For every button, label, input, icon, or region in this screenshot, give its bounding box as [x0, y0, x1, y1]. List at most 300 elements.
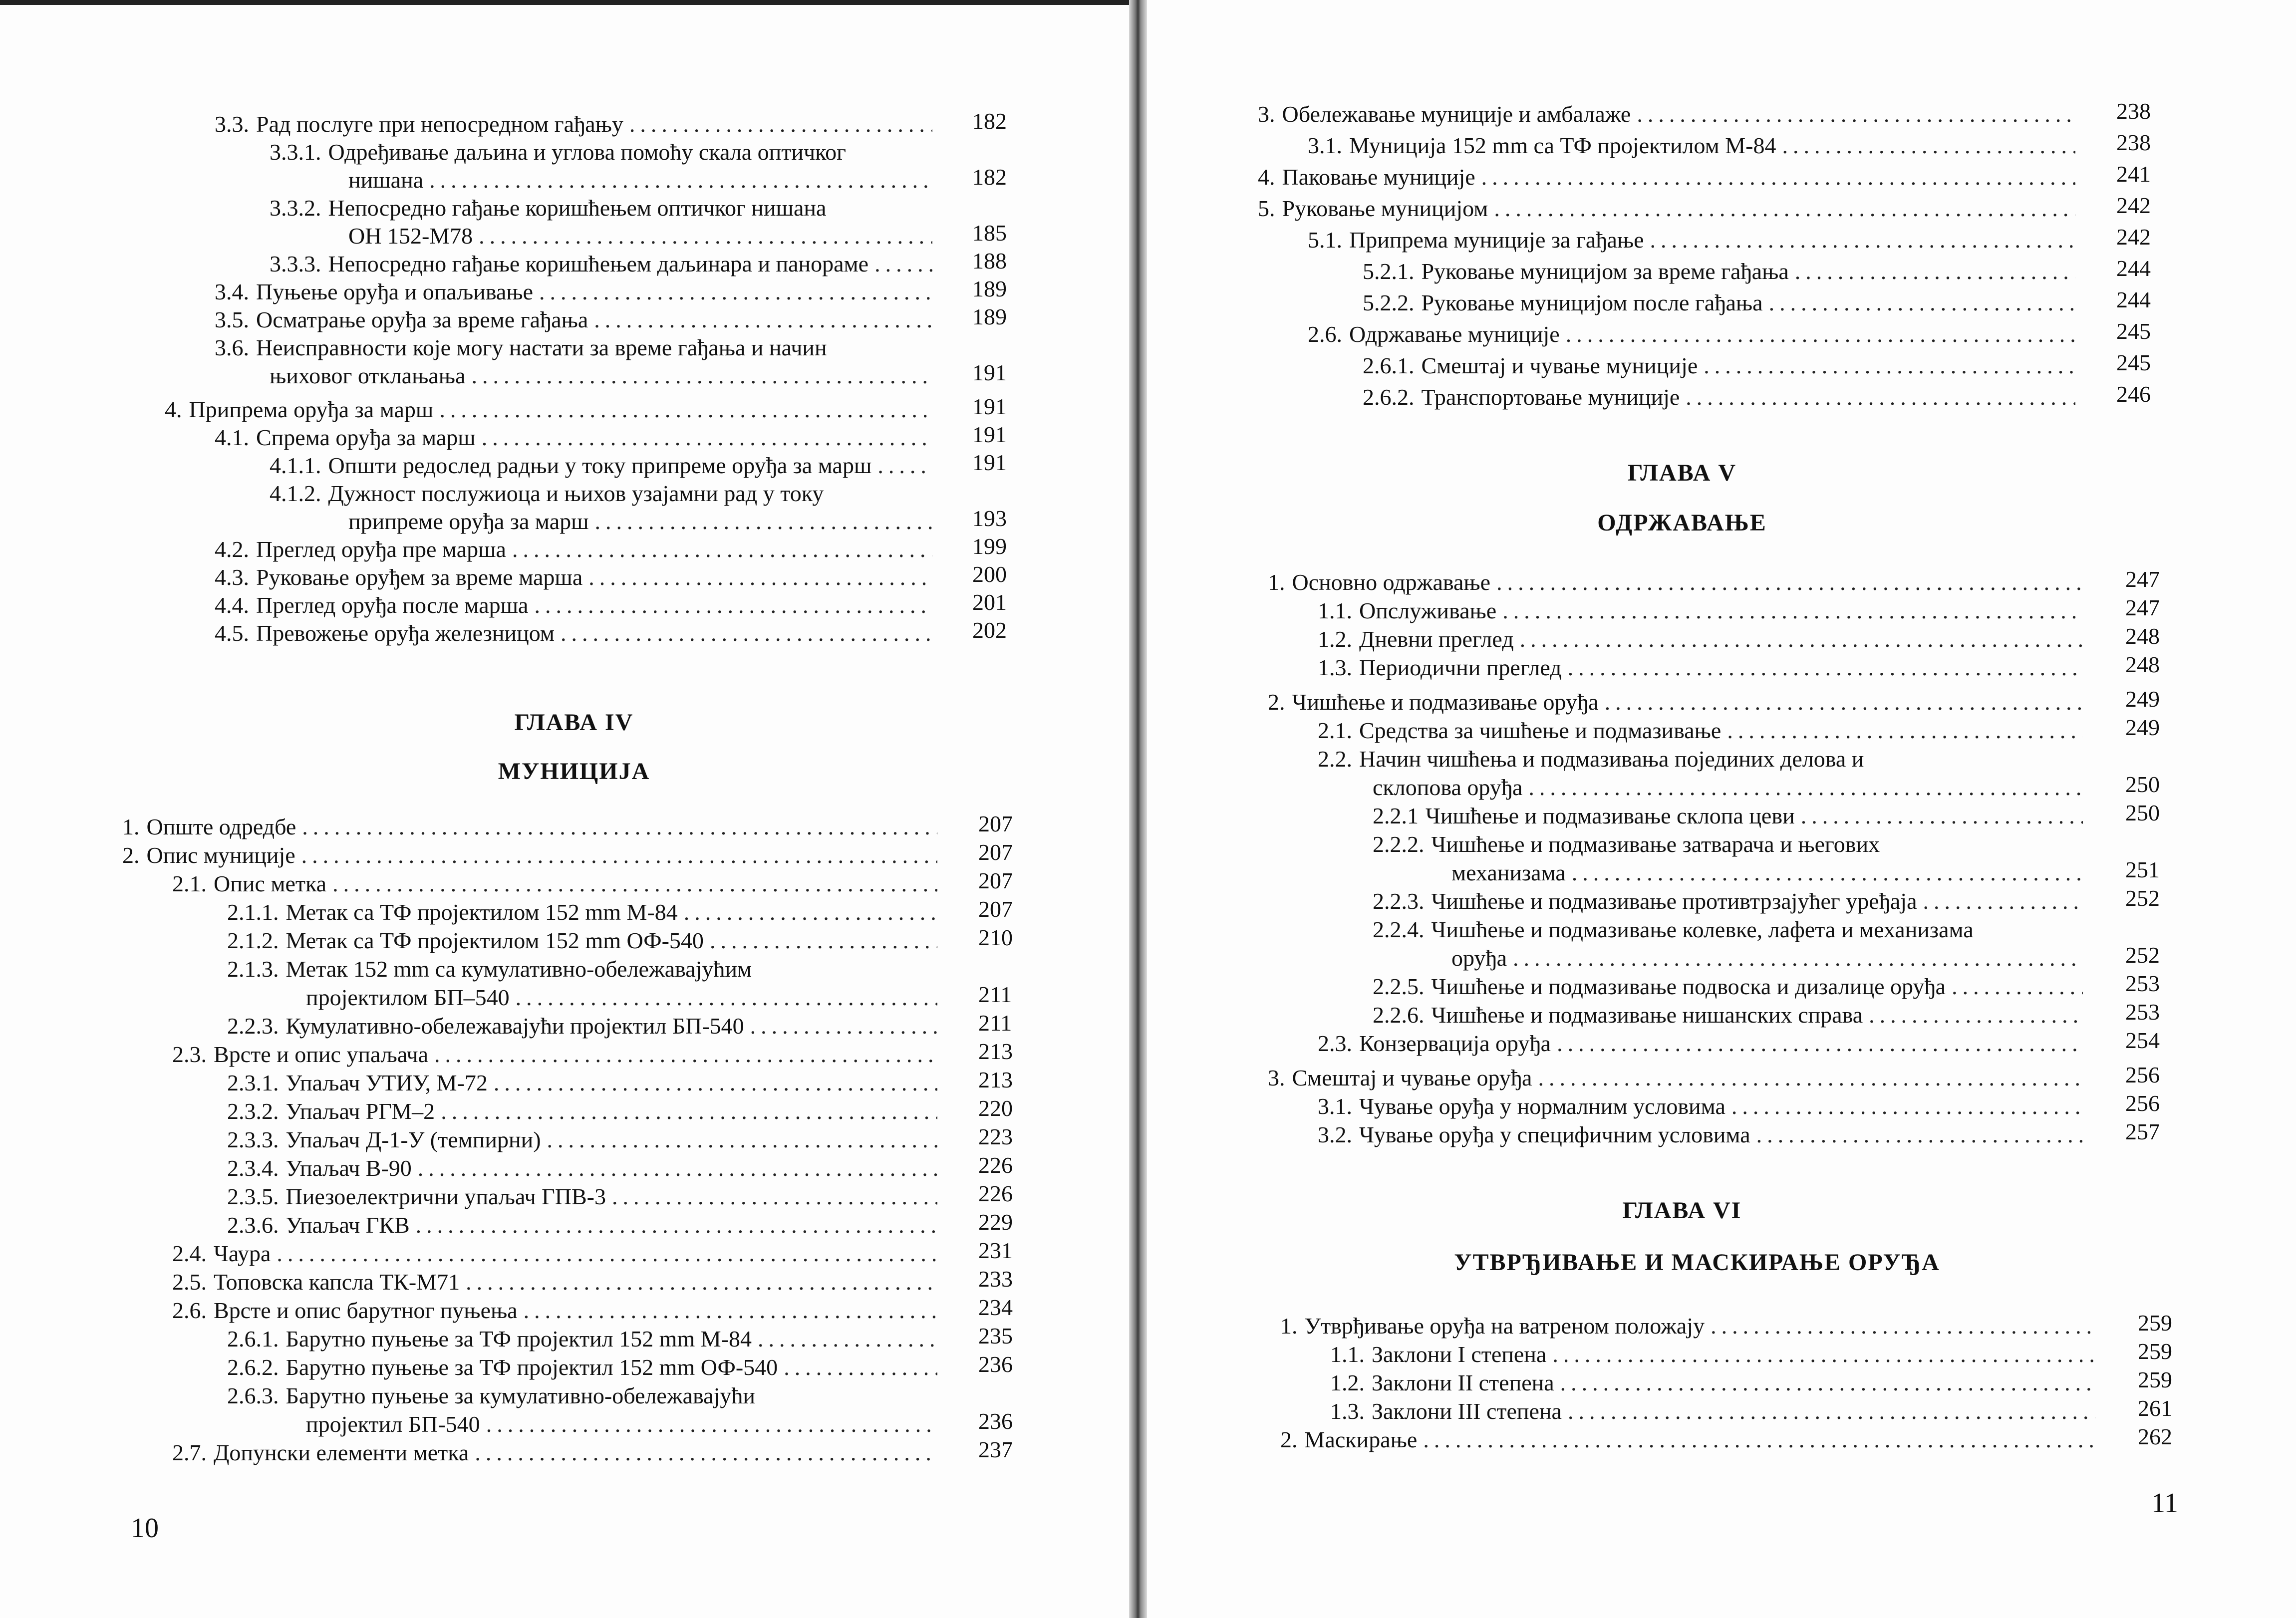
leader-dots	[684, 899, 937, 926]
toc-entry-title: Руковање муницијом за време гађања	[1421, 259, 1789, 284]
leader-dots	[1552, 1341, 2095, 1368]
toc-entry-title: Опис метка	[214, 871, 327, 896]
toc-entry-number: 4.5.	[215, 620, 249, 646]
toc-entry	[227, 1070, 943, 1096]
toc-page-ref: 236	[978, 1408, 1013, 1434]
leader-dots	[1566, 321, 2075, 348]
toc-entry	[227, 1354, 943, 1381]
toc-entry-number: 1.	[1280, 1313, 1298, 1339]
toc-entry	[1258, 164, 2081, 191]
toc-entry	[1308, 321, 2081, 348]
leader-dots	[1423, 1426, 2095, 1453]
toc-entry-number: 4.3.	[215, 564, 249, 590]
toc-page-ref: 188	[972, 248, 1007, 273]
leader-dots	[332, 870, 937, 897]
toc-entry-title: Припрема оруђа за марш	[189, 397, 434, 422]
toc-entry	[1280, 1426, 2101, 1453]
toc-entry-title: Барутно пуњење за ТФ пројектил 152 mm ОФ-540	[286, 1354, 778, 1380]
toc-entry-title: Смештај и чување оруђа	[1292, 1065, 1532, 1090]
toc-entry-title: Топовска капсла ТК-М71	[214, 1269, 460, 1295]
toc-page-ref: 259	[2138, 1367, 2172, 1392]
toc-entry-title: Неисправности које могу настати за време гађања и начин	[256, 335, 827, 360]
leader-dots	[1869, 1002, 2083, 1029]
toc-entry-number: 1.1.	[1330, 1342, 1365, 1367]
toc-entry	[1318, 654, 2089, 681]
toc-entry	[1258, 101, 2081, 128]
toc-entry-title: Осматрање оруђа за време гађања	[256, 307, 588, 332]
toc-page-ref: 253	[2125, 999, 2160, 1025]
toc-entry-number: 2.3.3.	[227, 1127, 279, 1152]
toc-entry-number: 3.	[1258, 101, 1275, 127]
toc-entry-title: Чишћење и подмазивање подвоска и дизалице оруђа	[1431, 974, 1946, 999]
toc-entry-number: 4.1.2.	[270, 481, 321, 506]
chapter-vi-label: ГЛАВА VI	[1622, 1197, 1742, 1224]
leader-dots	[1769, 289, 2075, 316]
toc-entry-number: 3.1.	[1318, 1093, 1352, 1119]
toc-entry-number: 2.	[1280, 1427, 1298, 1452]
toc-entry-number: 2.2.2.	[1373, 831, 1425, 857]
toc-entry-title: Одређивање даљина и углова помоћу скала оптичког	[328, 139, 846, 165]
toc-entry-number: 2.2.1	[1373, 803, 1419, 828]
toc-entry-number: 2.1.3.	[227, 956, 279, 982]
leader-dots	[1795, 258, 2075, 285]
toc-entry	[227, 1212, 943, 1239]
toc-page-ref: 191	[972, 394, 1007, 419]
toc-page-ref: 249	[2125, 715, 2160, 740]
toc-page-ref: 257	[2125, 1119, 2160, 1144]
toc-entry-number: 2.2.5.	[1373, 974, 1425, 999]
toc-page-ref: 223	[978, 1124, 1013, 1149]
toc-entry-title: Заклони III степена	[1372, 1398, 1562, 1424]
toc-entry-continuation	[306, 1411, 943, 1438]
toc-entry-continuation	[348, 223, 938, 250]
toc-entry-number: 2.6.1.	[1363, 353, 1415, 378]
leader-dots	[1494, 195, 2075, 222]
toc-entry-title: Пиезоелектрични упаљач ГПВ-3	[286, 1184, 606, 1209]
toc-entry-title: Чување оруђа у нормалним условима	[1359, 1093, 1725, 1119]
toc-entry-continuation	[1451, 859, 2089, 886]
leader-dots	[710, 927, 937, 954]
toc-entry-number: 3.4.	[215, 279, 249, 304]
toc-entry-title: Обележавање муниције и амбалаже	[1282, 101, 1631, 127]
toc-page-ref: 249	[2125, 686, 2160, 712]
leader-dots	[1513, 945, 2083, 972]
toc-entry-title: Чување оруђа у специфичним условима	[1359, 1122, 1750, 1147]
leader-dots	[758, 1326, 937, 1352]
toc-entry	[1308, 227, 2081, 254]
toc-entry	[172, 1439, 943, 1466]
leader-dots	[1496, 569, 2083, 596]
leader-dots	[1650, 227, 2075, 254]
leader-dots	[524, 1297, 937, 1324]
leader-dots	[1727, 717, 2083, 744]
toc-entry-title: Транспортовање муниције	[1421, 384, 1680, 410]
leader-dots	[439, 396, 932, 423]
toc-entry-number: 3.1.	[1308, 133, 1342, 158]
toc-page-ref: 252	[2125, 885, 2160, 911]
toc-entry-number: 5.	[1258, 196, 1275, 221]
toc-entry	[270, 251, 938, 277]
toc-page-ref: 237	[978, 1437, 1013, 1462]
toc-entry	[1330, 1369, 2101, 1396]
toc-page-ref: 191	[972, 422, 1007, 447]
toc-entry-title: Општи редослед радњи у току припреме оруђа за марш	[328, 453, 872, 478]
toc-entry	[1268, 1065, 2089, 1091]
toc-page-ref: 248	[2125, 652, 2160, 677]
toc-entry-title: Рад послуге при непосредном гађању	[256, 111, 623, 137]
toc-entry	[1373, 973, 2089, 1000]
toc-page-ref: 200	[972, 561, 1007, 587]
toc-page-ref: 236	[978, 1351, 1013, 1377]
leader-dots	[1557, 1030, 2083, 1057]
toc-page-ref: 250	[2125, 772, 2160, 797]
leader-dots	[277, 1240, 937, 1267]
toc-entry-number: 1.3.	[1318, 655, 1352, 680]
toc-entry-number: 2.1.	[172, 871, 207, 896]
toc-entry-number: 1.3.	[1330, 1398, 1365, 1424]
toc-entry-title: Преглед оруђа после марша	[256, 592, 529, 618]
toc-entry	[227, 1326, 943, 1352]
leader-dots	[1481, 164, 2075, 191]
toc-page-ref: 226	[978, 1152, 1013, 1178]
toc-entry-number: 3.	[1268, 1065, 1285, 1090]
toc-entry-title: Допунски елементи метка	[214, 1440, 469, 1465]
toc-entry-number: 2.6.3.	[227, 1383, 279, 1408]
toc-entry-number: 2.1.	[1318, 718, 1352, 743]
toc-entry-title: Начин чишћења и подмазивања појединих делова и	[1359, 746, 1864, 772]
toc-page-ref: 261	[2138, 1395, 2172, 1421]
leader-dots	[301, 842, 937, 869]
toc-page-ref: 201	[972, 589, 1007, 615]
toc-entry-number: 4.	[165, 397, 182, 422]
toc-entry-title: Чишћење и подмазивање колевке, лафета и механизама	[1431, 917, 1974, 942]
toc-page-ref: 259	[2138, 1310, 2172, 1336]
toc-entry-number: 2.3.5.	[227, 1184, 279, 1209]
toc-entry	[1330, 1341, 2101, 1368]
toc-entry-number: 3.5.	[215, 307, 249, 332]
toc-page-ref: 252	[2125, 942, 2160, 968]
toc-entry-number: 2.	[122, 842, 140, 868]
toc-entry-title: Метак са ТФ пројектилом 152 mm ОФ-540	[286, 928, 704, 953]
leader-dots	[629, 111, 932, 138]
toc-entry-number: 3.3.2.	[270, 195, 321, 221]
toc-entry-number: 2.2.3.	[1373, 888, 1425, 914]
leader-dots	[547, 1126, 937, 1153]
toc-entry	[215, 111, 938, 138]
leader-dots	[561, 620, 932, 647]
toc-entry-title: Чишћење и подмазивање нишанских справа	[1431, 1002, 1863, 1028]
toc-entry-title: Пуњење оруђа и опаљивање	[256, 279, 534, 304]
toc-entry-number: 2.2.6.	[1373, 1002, 1425, 1028]
toc-entry	[1318, 597, 2089, 624]
toc-entry	[1373, 831, 2089, 858]
leader-dots	[1568, 654, 2083, 681]
toc-entry	[1363, 352, 2081, 379]
toc-entry-title: Барутно пуњење за ТФ пројектил 152 mm М-84	[286, 1326, 752, 1351]
toc-entry-title-cont: пројектилом БП–540	[306, 985, 510, 1010]
leader-dots	[594, 306, 932, 333]
toc-entry-title: Смештај и чување муниције	[1421, 353, 1698, 378]
toc-entry	[215, 620, 938, 647]
toc-page-ref: 242	[2116, 193, 2151, 218]
toc-entry	[215, 278, 938, 305]
toc-entry-number: 2.6.2.	[227, 1354, 279, 1380]
toc-entry	[270, 139, 938, 166]
toc-entry	[215, 306, 938, 333]
toc-entry-number: 2.3.4.	[227, 1155, 279, 1181]
toc-page-ref: 250	[2125, 800, 2160, 825]
toc-entry	[1318, 717, 2089, 744]
toc-page-ref: 248	[2125, 623, 2160, 649]
toc-entry	[172, 870, 943, 897]
toc-page-ref: 233	[978, 1266, 1013, 1292]
toc-page-ref: 182	[972, 164, 1007, 190]
leader-dots	[429, 167, 932, 194]
toc-entry-title: Упаљач В-90	[286, 1155, 412, 1181]
toc-page-ref: 256	[2125, 1090, 2160, 1116]
toc-entry-title: Преглед оруђа пре марша	[256, 537, 506, 562]
chapter-iv-label: ГЛАВА IV	[514, 709, 634, 736]
toc-entry	[227, 927, 943, 954]
toc-entry-title: Заклони II степена	[1372, 1370, 1554, 1395]
toc-entry	[1363, 258, 2081, 285]
toc-entry-number: 2.	[1268, 689, 1285, 715]
toc-entry-number: 2.5.	[172, 1269, 207, 1295]
toc-entry	[172, 1041, 943, 1068]
toc-page-ref: 259	[2138, 1339, 2172, 1364]
toc-page-ref: 256	[2125, 1062, 2160, 1087]
toc-page-ref: 234	[978, 1295, 1013, 1320]
toc-entry-title: Опслуживање	[1359, 598, 1497, 623]
toc-entry-title: Врсте и опис упаљача	[214, 1042, 428, 1067]
toc-entry	[215, 592, 938, 619]
toc-page-ref: 244	[2116, 287, 2151, 312]
toc-entry-title: Паковање муниције	[1282, 164, 1475, 190]
toc-entry-title: Непосредно гађање коришћењем оптичког нишана	[328, 195, 827, 221]
leader-dots	[874, 251, 932, 277]
toc-entry-title: Упаљач Д-1-У (темпирни)	[286, 1127, 541, 1152]
toc-entry	[227, 1013, 943, 1040]
toc-entry-title: Основно одржавање	[1292, 569, 1491, 595]
leader-dots	[441, 1098, 937, 1125]
toc-entry-number: 2.6.1.	[227, 1326, 279, 1351]
toc-page-ref: 262	[2138, 1424, 2172, 1449]
toc-entry-title-cont: оруђа	[1451, 945, 1507, 971]
toc-entry-continuation	[1373, 774, 2089, 801]
toc-entry-number: 4.1.1.	[270, 453, 321, 478]
toc-entry-title-cont: склопова оруђа	[1373, 775, 1523, 800]
toc-entry-number: 2.1.2.	[227, 928, 279, 953]
toc-entry	[1363, 289, 2081, 316]
toc-entry-number: 2.2.3.	[227, 1013, 279, 1039]
toc-entry	[227, 1382, 943, 1409]
leader-dots	[1686, 384, 2075, 411]
leader-dots	[1923, 888, 2083, 915]
leader-dots	[416, 1212, 937, 1239]
leader-dots	[418, 1155, 937, 1182]
toc-entry-title: Чишћење и подмазивање склопа цеви	[1426, 803, 1795, 828]
toc-entry-number: 2.3.2.	[227, 1098, 279, 1124]
toc-entry	[215, 536, 938, 563]
toc-entry-number: 2.3.6.	[227, 1212, 279, 1238]
leader-dots	[750, 1013, 937, 1040]
toc-page-ref: 182	[972, 108, 1007, 134]
toc-entry-number: 1.2.	[1318, 626, 1352, 652]
toc-entry	[172, 1297, 943, 1324]
page-top-edge	[0, 0, 1129, 5]
toc-entry-title: Периодични преглед	[1359, 655, 1562, 680]
toc-entry	[1373, 803, 2089, 829]
toc-entry	[270, 195, 938, 222]
page-number-left: 10	[131, 1513, 159, 1544]
toc-entry	[122, 842, 943, 869]
toc-entry	[1318, 1030, 2089, 1057]
toc-entry	[1308, 132, 2081, 159]
toc-entry-number: 4.	[1258, 164, 1275, 190]
leader-dots	[539, 278, 932, 305]
toc-entry-number: 3.3.	[215, 111, 249, 137]
toc-page-ref: 238	[2116, 130, 2151, 155]
leader-dots	[516, 984, 937, 1011]
leader-dots	[1528, 774, 2083, 801]
toc-entry-number: 2.7.	[172, 1440, 207, 1465]
toc-entry-title: Маскирање	[1304, 1427, 1418, 1452]
toc-entry-title: Упаљач РГМ–2	[286, 1098, 435, 1124]
leader-dots	[466, 1269, 937, 1296]
toc-entry-title: Упаљач ГКВ	[286, 1212, 410, 1238]
toc-entry-number: 2.4.	[172, 1241, 207, 1266]
toc-page-ref: 185	[972, 220, 1007, 246]
toc-page-ref: 246	[2116, 381, 2151, 407]
toc-entry-number: 3.6.	[215, 335, 249, 360]
toc-entry	[1373, 1002, 2089, 1029]
leader-dots	[1782, 132, 2076, 159]
leader-dots	[534, 592, 932, 619]
toc-entry-title-cont: нишана	[348, 167, 424, 193]
toc-page-ref: 189	[972, 276, 1007, 301]
toc-entry	[1373, 916, 2089, 943]
toc-entry-number: 1.2.	[1330, 1370, 1365, 1395]
leader-dots	[1605, 689, 2083, 716]
toc-entry-number: 2.6.	[172, 1298, 207, 1323]
toc-entry	[215, 564, 938, 591]
toc-page-ref: 213	[978, 1067, 1013, 1092]
toc-entry-title: Спрема оруђа за марш	[256, 425, 476, 450]
leader-dots	[486, 1411, 937, 1438]
toc-entry	[1318, 626, 2089, 653]
toc-entry-title: Руковање муницијом после гађања	[1421, 290, 1763, 315]
toc-entry-title: Дужност послужиоца и њихов узајамни рад у току	[328, 481, 824, 506]
toc-entry	[227, 1098, 943, 1125]
toc-page-ref: 244	[2116, 256, 2151, 281]
leader-dots	[1538, 1065, 2083, 1091]
toc-entry	[1268, 569, 2089, 596]
leader-dots	[612, 1183, 937, 1210]
toc-entry-title: Чишћење и подмазивање противтрзајућег уређаја	[1431, 888, 1917, 914]
leader-dots	[588, 564, 932, 591]
leader-dots	[1572, 859, 2083, 886]
toc-page-ref: 226	[978, 1181, 1013, 1206]
leader-dots	[1502, 597, 2083, 624]
chapter-v-label: ГЛАВА V	[1627, 460, 1737, 486]
toc-entry	[270, 452, 938, 479]
toc-entry	[1373, 888, 2089, 915]
toc-entry-number: 2.3.	[172, 1042, 207, 1067]
toc-entry-number: 5.2.2.	[1363, 290, 1415, 315]
toc-entry	[215, 424, 938, 451]
toc-entry-title-cont: ОН 152-М78	[348, 223, 473, 249]
toc-page-ref: 189	[972, 304, 1007, 329]
toc-page-ref: 199	[972, 534, 1007, 559]
toc-entry-number: 4.2.	[215, 537, 249, 562]
toc-page-ref: 211	[978, 982, 1012, 1007]
toc-entry-number: 4.1.	[215, 425, 249, 450]
toc-entry	[227, 1183, 943, 1210]
leader-dots	[1520, 626, 2083, 653]
toc-entry	[1330, 1398, 2101, 1425]
toc-entry	[227, 1155, 943, 1182]
toc-entry-title: Муниција 152 mm са ТФ пројектилом М-84	[1349, 133, 1776, 158]
toc-page-ref: 231	[978, 1238, 1013, 1263]
toc-page-ref: 207	[978, 839, 1013, 865]
toc-page-ref: 229	[978, 1209, 1013, 1235]
toc-entry	[1318, 1093, 2089, 1120]
toc-entry-title: Руковање оруђем за време марша	[256, 564, 583, 590]
toc-entry	[172, 1269, 943, 1296]
leader-dots	[434, 1041, 937, 1068]
toc-entry-continuation	[270, 362, 938, 389]
leader-dots	[471, 362, 932, 389]
toc-entry-title: Одржавање муниције	[1349, 321, 1560, 347]
toc-entry-title: Превожење оруђа железницом	[256, 620, 555, 646]
chapter-v-title: ОДРЖАВАЊЕ	[1597, 510, 1767, 536]
toc-page-ref: 251	[2125, 857, 2160, 882]
toc-entry-number: 2.3.	[1318, 1031, 1352, 1056]
leader-dots	[482, 424, 932, 451]
toc-entry	[1280, 1313, 2101, 1340]
toc-page-ref: 207	[978, 868, 1013, 893]
toc-entry	[165, 396, 938, 423]
toc-entry-number: 1.1.	[1318, 598, 1352, 623]
toc-entry	[1268, 689, 2089, 716]
toc-page-ref: 245	[2116, 318, 2151, 344]
toc-entry	[215, 334, 938, 361]
toc-entry-title: Опис муниције	[146, 842, 295, 868]
toc-entry-title: Руковање муницијом	[1282, 196, 1488, 221]
toc-page-ref: 202	[972, 617, 1007, 643]
leader-dots	[475, 1439, 937, 1466]
toc-page-ref: 235	[978, 1323, 1013, 1348]
toc-page-ref: 191	[972, 360, 1007, 385]
leader-dots	[1568, 1398, 2095, 1425]
leader-dots	[877, 452, 932, 479]
toc-entry	[1258, 195, 2081, 222]
toc-entry	[227, 1126, 943, 1153]
toc-entry-title-cont: пројектил БП-540	[306, 1411, 480, 1437]
leader-dots	[1756, 1121, 2083, 1148]
page-number-right: 11	[2151, 1488, 2178, 1519]
toc-page-ref: 213	[978, 1039, 1013, 1064]
toc-entry	[122, 813, 943, 840]
toc-entry-number: 3.3.1.	[270, 139, 321, 165]
toc-entry-title: Непосредно гађање коришћењем даљинара и панораме	[328, 251, 869, 276]
toc-entry-number: 5.1.	[1308, 227, 1342, 253]
toc-entry-title-cont: њиховог отклањања	[270, 363, 466, 388]
toc-entry-title: Чаура	[214, 1241, 271, 1266]
toc-page-ref: 207	[978, 811, 1013, 836]
toc-entry-title-cont: припреме оруђа за марш	[348, 509, 589, 534]
toc-entry-number: 2.2.	[1318, 746, 1352, 772]
